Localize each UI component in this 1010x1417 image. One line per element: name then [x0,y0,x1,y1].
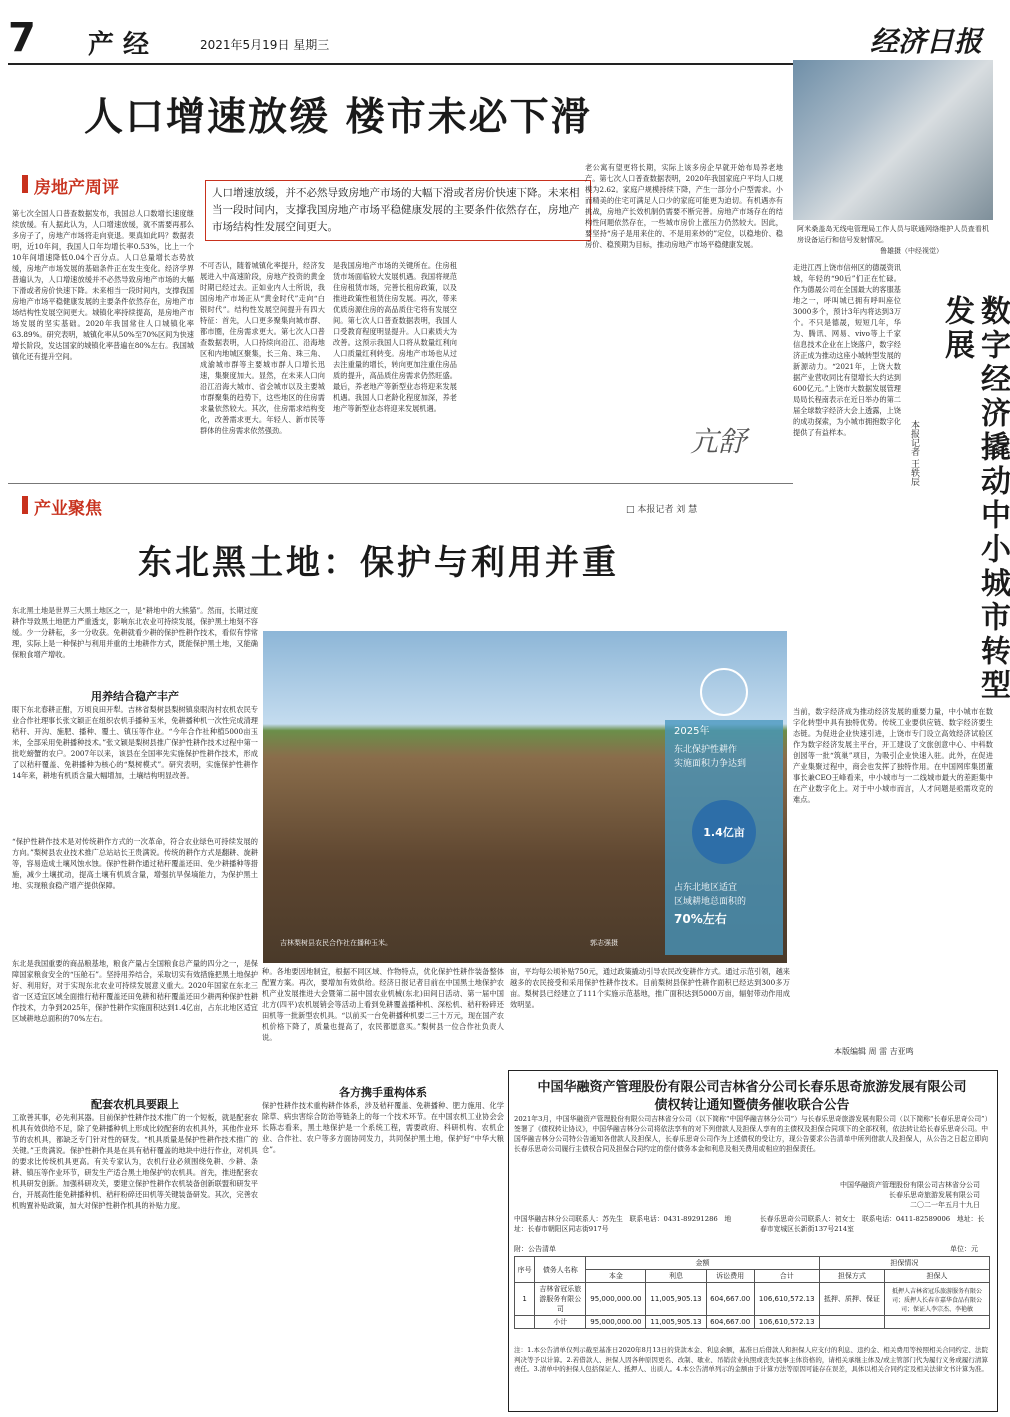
th-principal: 本金 [586,1270,646,1283]
cell: 106,610,572.13 [754,1283,819,1316]
property-kicker: 房地产周评 [34,178,119,198]
col-mid-title: 各方携手重构体系 [339,1086,427,1099]
section2-text: 工欲善其事，必先利其器。目前保护性耕作技术推广的一个短板，就是配套农机具有效供给不足，除了免耕播种机上形成比较配套的农机具外，其他作业环节的农机具，都缺乏专门针对性的研发。“机具质量是保护性耕作技术推广的关键。”王贵满说。保护性耕作具是在具有秸秆覆盖的地块中进行作业，对机具的要求比传统机具更高。有关专家认为，农机行业必须围绕免耕、少耕、条耕、镇压等作业环节，研发生产适合黑土地保护的农机具。首先，推进配套农机具研发创新。加强科研攻关，要建立保护性耕作农机装备创新联盟和研发平台，开展高性能免耕播种机、秸秆粉碎还田机等关键装备研发。其次，完善农机购置补贴政策，加大对保护性耕作机具的补贴力度。 [12,1113,258,1210]
overlay-line4: 区域耕地总面积的 [674,897,747,907]
feature-headline: 东北黑土地：保护与利用并重 [138,543,619,583]
notice-body: 2021年3月，中国华融资产管理股份有限公司吉林省分公司（以下简称“中国华融吉林分公司”）与长春乐思奇旅游发展有限公司（以下简称“长春乐思奇公司”）签署了《债权转让协议》，中国华融吉林分公司将依法享有的对下列借款人及担保人享有的主债权及担保合同项下的全部权利，依法转让给长春乐思奇公司。中国华融吉林分公司特公告通知各借款人及担保人，长春乐思奇公司作为上述债权的受让方，现公告要求公告清单中所列借款人及担保人，从公告之日起立即向长春乐思奇公司履行主债权合同及担保合同约定的偿付债务本金和利息及相关费用或相应的担保责任。 [514,1115,988,1153]
cell: 抵押人吉林省冠乐旅游服务有限公司；质押人长春市嘉华食品有限公司；保证人李宗杰、李艳敏 [885,1283,990,1316]
photo-credit: 郭志强摄 [590,939,618,947]
page-number: 7 [8,15,36,61]
table-title: 附：公告清单 [514,1245,556,1253]
cell [515,1316,535,1329]
feature-kicker: 产业聚焦 [34,499,102,519]
th-litigation: 诉讼费用 [706,1270,754,1283]
section1-text3: 东北是我国重要的商品粮基地，粮食产量占全国粮食总产量的四分之一，是保障国家粮食安全的“压舱石”。坚持用养结合，采取切实有效措施把黑土地保护好、利用好，对于实现东北农业可持续发展意义重大。2020年国家在东北三省一区适宜区域全面推行秸秆覆盖还田免耕和秸秆覆盖还田少耕两种保护性耕作技术，力争到2025年，保护性耕作实施面积达到1.4亿亩，占东北地区适宜区域耕地总面积的70%左右。 [12,959,258,1023]
th-guarantor: 担保人 [885,1270,990,1283]
th-amount: 金额 [586,1257,819,1270]
digital-headline: 数字经济撬动中小城市转型发展 [939,295,1010,703]
property-col3: 是我国房地产市场的关键所在。住房租赁市场面临较大发展机遇。我国将规范住房租赁市场，完善长租房政策，以及推进政策性租赁住房发展。再次，带来优质房源住房的高品质住宅将有发展空间。第七次人口普查数据表明，我国人口受教育程度明显提升。人口素质大为改善。这预示我国人口将从数量红利向人口质量红利转变。房地产市场也从过去注重量的增长，转向更加注重住房品质的提升，高品质住房需求仍然旺盛。最后，养老地产等新型业态将迎来发展机遇。我国人口老龄化程度加深，养老地产等新型业态将迎来发展机遇。 [333,261,457,413]
page-editor: 本版编辑 周 雷 吉亚鸣 [834,1047,914,1056]
issue-date: 2021年5月19日 星期三 [200,38,330,52]
overlay-line2: 实施面积力争达到 [674,759,747,769]
overlay-pct: 70%左右 [674,912,727,926]
cell: 106,610,572.13 [754,1316,819,1329]
section2-title: 配套农机具要跟上 [91,1098,179,1111]
cell: 1 [515,1283,535,1316]
main-headline: 人口增速放缓 楼市未必下滑 [84,95,592,140]
notice-title2: 债权转让通知暨债务催收联合公告 [654,1098,850,1113]
col-right-text: 亩，平均每公顷补贴750元，通过政策撬动引导农民改变耕作方式。通过示范引领，越来越多的农民接受和采用保护性耕作技术。目前梨树县保护性耕作面积已经达到300多万亩。梨树县已经建立了111个实施示范基地，推广面积达到5000万亩，辐射带动作用成效明显。 [510,967,790,1009]
notice-signers: 中国华融资产管理股份有限公司吉林省分公司 长春乐思奇旅游发展有限公司 二〇二一年五月十九日 [840,1181,980,1209]
th-index: 序号 [515,1257,535,1283]
th-guarantee: 担保情况 [819,1257,989,1270]
section-divider [8,483,793,484]
contact-left: 中国华融吉林分公司联系人：苏先生 联系电话：0431-89291286 地址：长春市朝阳区同志街917号 [514,1215,732,1233]
digital-byline: 本报记者 王轶辰 [909,420,919,486]
section-name: 产 经 [88,30,150,60]
section1-text: 眼下东北春耕正酣，万顷良田开犁。吉林省梨树县梨树镇泉眼沟村农机农民专业合作社理事长张文颖正在组织农机手播种玉米，免耕播种机一次性完成清理秸秆、开沟、施肥、播种、覆土、镇压等作业。“今年合作社种植5000亩玉米，全部采用免耕播种技术。”张文颖是梨树县推广保护性耕作技术过程中第一批吃螃蟹的农户。2007年以来，该县在全国率先实施保护性耕作技术，形成了以秸秆覆盖、免耕播种为核心的“梨树模式”。研究表明，实施保护性耕作14年来，耕地有机质含量大幅增加，土壤结构明显改善。 [12,705,258,780]
cell: 95,000,000.00 [586,1316,646,1329]
property-col1: 第七次全国人口普查数据发布，我国总人口数增长速度继续放缓。有人据此认为，人口增速放缓，就不需要再那么多房子了，房地产市场将走向衰退。果真如此吗？数据表明，近10年间，我国人口年均增长率0.53%，比上一个10年间增速降低0.04个百分点。人口总量增长态势放缓，房地产市场发展的基础条件正在发生变化。经济学界普遍认为，人口增速放缓并不必然导致房地产市场的大幅下滑或者房价快速下降。未来相当一段时间内，支撑我国房地产市场平稳健康发展的主要条件依然存在，房地产市场结构性发展空间更大。城镇化率持续提高，是房地产市场发展的坚实基础。2020年我国常住人口城镇化率63.89%。研究表明，城镇化率从50%至70%区间为快速增长阶段，发达国家的城镇化率普遍在80%左右。我国城镇化还有提升空间。 [12,209,194,361]
notice-title1: 中国华融资产管理股份有限公司吉林省分公司长春乐思奇旅游发展有限公司 [537,1080,967,1095]
leaf-house-icon [700,668,748,716]
section1-title: 用养结合稳产丰产 [91,690,179,703]
property-col2: 不可否认，随着城镇化率提升，经济发展进入中高速阶段，房地产投资的黄金时期已经过去。正如业内人士所说，我国房地产市场正从“黄金时代”走向“白银时代”。结构性发展空间提升有四大特征：首先，人口更多聚集向城市群、都市圈，住房需求更大。第七次人口普查数据表明，人口持续向沿江、沿海地区和内地城区聚集，长三角、珠三角、成渝城市群等主要城市群人口增长迅速，集聚度加大。显然，在未来人口向沿江沿海大城市、省会城市以及主要城市群聚集的趋势下，这些地区的住房需求量依然较大。其次，住房需求结构变化，改善需求更大。年轻人、新市民等群体的住房需求依然强劲。 [200,261,325,435]
contact-right: 长春乐思奇公司联系人：初女士 联系电话：0411-82589006 地址：长春市宽城区长新街137号214室 [760,1215,985,1233]
digital-text2: 当前，数字经济成为推动经济发展的重要力量，中小城市在数字化转型中具有独特优势。传统工业要供应链、数字经济要生态链。为促进企业快速引进，上饶市专门设立高效经济试验区作为数字经济发展主平台，开工建设了文旅创意中心、中科数创园等一批“筑巢”项目，为吸引企业快速入驻。此外，在促进产业集聚过程中，商会也发挥了独特作用。在中国网库集团董事长兼CEO王峰看来，中小城市与一二线城市最大的差距集中在产业数字化上。对于中小城市而言，人才问题是亟需攻克的难点。 [793,707,993,804]
cell [819,1316,884,1329]
radio-credit: 鲁雄摄（中经视觉） [880,247,943,255]
cell: 吉林省冠乐旅游服务有限公司 [535,1283,586,1316]
cell: 604,667.00 [706,1316,754,1329]
debt-table [514,1256,990,1329]
cell: 95,000,000.00 [586,1283,646,1316]
cell: 11,005,905.13 [646,1316,706,1329]
cell: 11,005,905.13 [646,1283,706,1316]
cell: 604,667.00 [706,1283,754,1316]
radio-photo [793,60,993,220]
section1-text3-right: 种。各地要因地制宜，根据不同区域、作物特点，优化保护性耕作装备整体配置方案。再次，要增加有效供给。经济日报记者目前在中国黑土地保护农机产业发展推进大会暨第二届中国农业机械(东北)田间日活动、第一届中国北方(四平)农机展销会等活动上看到免耕覆盖播种机、深松机、秸秆粉碎还田机等一批新型农机具。“以前买一台免耕播种机要二三十万元，现在国产农机价格下降了，质量也提高了，农民都愿意买。”梨树县一位合作社负责人说。 [262,967,504,1042]
digital-text1: 走进江西上饶市信州区的德晟资讯城，年轻的“90后”们正在忙碌。作为德晟公司在全国最大的客服基地之一，呼叫城已拥有呼叫座位3000多个，预计3年内将达到3万个。不只是德晟，短短几年，华为、腾讯、网易、vivo等上千家信息技术企业在上饶落户，数字经济正成为推动这座小城转型发展的新源动力。“2021年，上饶大数据产业营收同比有望增长大约达到600亿元。”上饶市大数据发展管理局局长程南表示在近日举办的第二届全球数字经济大会上透露，上饶的成功探索，为小城市拥抱数字化提供了有益样本。 [793,263,901,437]
cell [885,1316,990,1329]
th-method: 担保方式 [819,1270,884,1283]
th-debtor: 债务人名称 [535,1257,586,1283]
radio-caption: 阿米桑盖岛无线电管理局工作人员与联通网络维护人员查看机房设备运行和信号发射情况。 [797,225,989,244]
overlay-value: 1.4亿亩 [692,800,756,864]
table-row [515,1316,990,1329]
photo-caption: 吉林梨树县农民合作社在播种玉米。 [280,939,392,947]
col-mid-text: 保护性耕作技术重构耕作体系，涉及秸秆覆盖、免耕播种、肥力施用、化学除草、病虫害综合防治等链条上的每一个技术环节。在中国农机工业协会会长陈志看来，黑土地保护是一个系统工程，需要政府、科研机构、农机企业、合作社、农户等多方面协同发力，共同保护黑土地，保护好“中华大粮仓”。 [262,1101,504,1154]
notice-notes: 注：1.本公告清单仅列示截至基准日2020年8月13日的贷款本金、利息余额，基准日后借款人和担保人应支付的利息、违约金、相关费用等按照相关合同约定、法院判决等予以计算。2.若借款人、担保人因各种原因更名、改制、歇业、吊销营业执照或丧失民事主体资格的，请相关承继主体及/或主管部门代为履行义务或履行清算责任。3.清单中的担保人包括保证人、抵押人、出质人。4.本公告清单列示的金额由于计算方法等原因可能存在误差，具体以相关合同约定及相关法律文书计算为准。 [514,1346,988,1373]
property-lead: 人口增速放缓，并不必然导致房地产市场的大幅下滑或者房价快速下降。未来相当一段时间内，支撑我国房地产市场平稳健康发展的主要条件依然存在，房地产市场结构性发展空间更大。 [205,180,591,241]
overlay-year: 2025年 [674,726,710,737]
feature-byline: □ 本报记者 刘 慧 [626,505,698,515]
cell: 小计 [535,1316,586,1329]
cell: 抵押、质押、保证 [819,1283,884,1316]
section1-text2: “保护性耕作技术是对传统耕作方式的一次革命，符合农业绿色可持续发展的方向。”梨树县农业技术推广总站站长王贵满说。传统的耕作方式是翻耕、旋耕等，容易造成土壤风蚀水蚀。保护性耕作通过秸秆覆盖还田、免少耕播种等措施，减少土壤扰动，提高土壤有机质含量，增强抗旱保墒能力，为保护黑土地、实现粮食稳产增产提供保障。 [12,837,258,890]
th-interest: 利息 [646,1270,706,1283]
author-signature: 亢舒 [690,425,747,458]
table-unit: 单位：元 [950,1245,978,1253]
overlay-line3: 占东北地区适宜 [674,883,738,893]
table-row [515,1283,990,1316]
th-total: 合计 [754,1270,819,1283]
feature-kicker-bar [22,496,28,514]
overlay-line1: 东北保护性耕作 [674,745,738,755]
kicker-bar [22,175,28,193]
paper-logo: 经济日报 [870,25,983,58]
property-col4: 老公寓有望更将长期，实际上该多房企早就开始布局养老地产。第七次人口普查数据表明，2020年我国家庭户平均人口规模为2.62。家庭户规模持续下降，产生一部分小户型需求。小而精美的住宅可满足人口少的家庭可能更为迫切。有机遇亦有挑战，房地产长效机制仍需要不断完善。房地产市场存在的结构性问题依然存在，一些城市房价上涨压力仍然较大。因此，要坚持“房子是用来住的、不是用来炒的”定位，以稳地价、稳房价、稳预期为目标，推动房地产市场平稳健康发展。 [585,163,783,249]
feature-intro: 东北黑土地是世界三大黑土地区之一，是“耕地中的大熊猫”。然而，长期过度耕作导致黑土地肥力严重透支，影响东北农业可持续发展，保护黑土地刻不容缓。少一分耕耘，多一分收获。免耕就看少耕的保护性耕作技术，看似有悖常理，实际上是一种保护与利用并重的土地耕作方式，既能保护黑土地，又能确保粮食增产增收。 [12,606,258,659]
